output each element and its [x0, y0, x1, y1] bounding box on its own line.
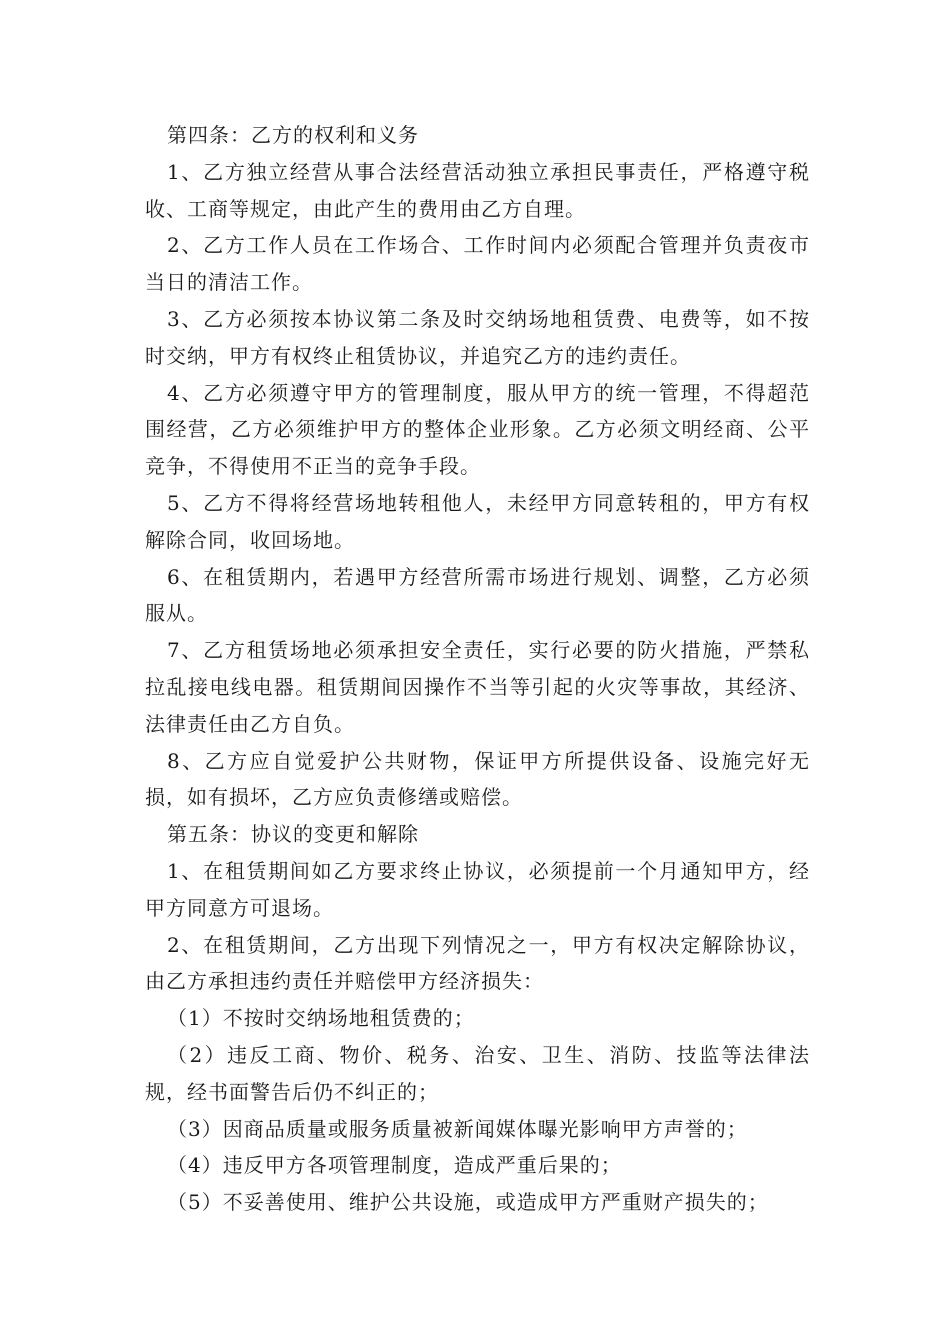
article-4-item-3: 3、乙方必须按本协议第二条及时交纳场地租赁费、电费等，如不按时交纳，甲方有权终止租赁协议，并追究乙方的违约责任。	[145, 306, 810, 368]
article-4-item-4: 4、乙方必须遵守甲方的管理制度，服从甲方的统一管理，不得超范围经营，乙方必须维护甲方的整体企业形象。乙方必须文明经商、公平竞争，不得使用不正当的竞争手段。	[145, 380, 810, 479]
article-5-subitem-2: （2）违反工商、物价、税务、治安、卫生、消防、技监等法律法规，经书面警告后仍不纠正的；	[145, 1042, 810, 1104]
article-4-item-1: 1、乙方独立经营从事合法经营活动独立承担民事责任，严格遵守税收、工商等规定，由此产生的费用由乙方自理。	[145, 159, 810, 221]
article-5-item-2: 2、在租赁期间，乙方出现下列情况之一，甲方有权决定解除协议，由乙方承担违约责任并赔偿甲方经济损失：	[145, 932, 810, 994]
article-4-item-5: 5、乙方不得将经营场地转租他人，未经甲方同意转租的，甲方有权解除合同，收回场地。	[145, 490, 810, 552]
article-5-heading: 第五条：协议的变更和解除	[167, 822, 419, 847]
article-5-subitem-4: （4）违反甲方各项管理制度，造成严重后果的；	[167, 1153, 622, 1178]
article-5-subitem-5: （5）不妥善使用、维护公共设施，或造成甲方严重财产损失的；	[167, 1190, 769, 1215]
contract-body	[145, 117, 810, 1221]
article-4-item-8: 8、乙方应自觉爱护公共财物，保证甲方所提供设备、设施完好无损，如有损坏，乙方应负责修缮或赔偿。	[145, 748, 810, 810]
article-5-subitem-1: （1）不按时交纳场地租赁费的；	[167, 1006, 475, 1031]
article-4-item-6: 6、在租赁期内，若遇甲方经营所需市场进行规划、调整，乙方必须服从。	[145, 564, 810, 626]
article-4-item-2: 2、乙方工作人员在工作场合、工作时间内必须配合管理并负责夜市当日的清洁工作。	[145, 233, 810, 295]
article-5-item-1: 1、在租赁期间如乙方要求终止协议，必须提前一个月通知甲方，经甲方同意方可退场。	[145, 858, 810, 920]
article-4-item-7: 7、乙方租赁场地必须承担安全责任，实行必要的防火措施，严禁私拉乱接电线电器。租赁期间因操作不当等引起的火灾等事故，其经济、法律责任由乙方自负。	[145, 638, 810, 736]
article-4-heading: 第四条：乙方的权利和义务	[167, 123, 419, 147]
article-5-subitem-3: （3）因商品质量或服务质量被新闻媒体曝光影响甲方声誉的；	[167, 1116, 748, 1141]
